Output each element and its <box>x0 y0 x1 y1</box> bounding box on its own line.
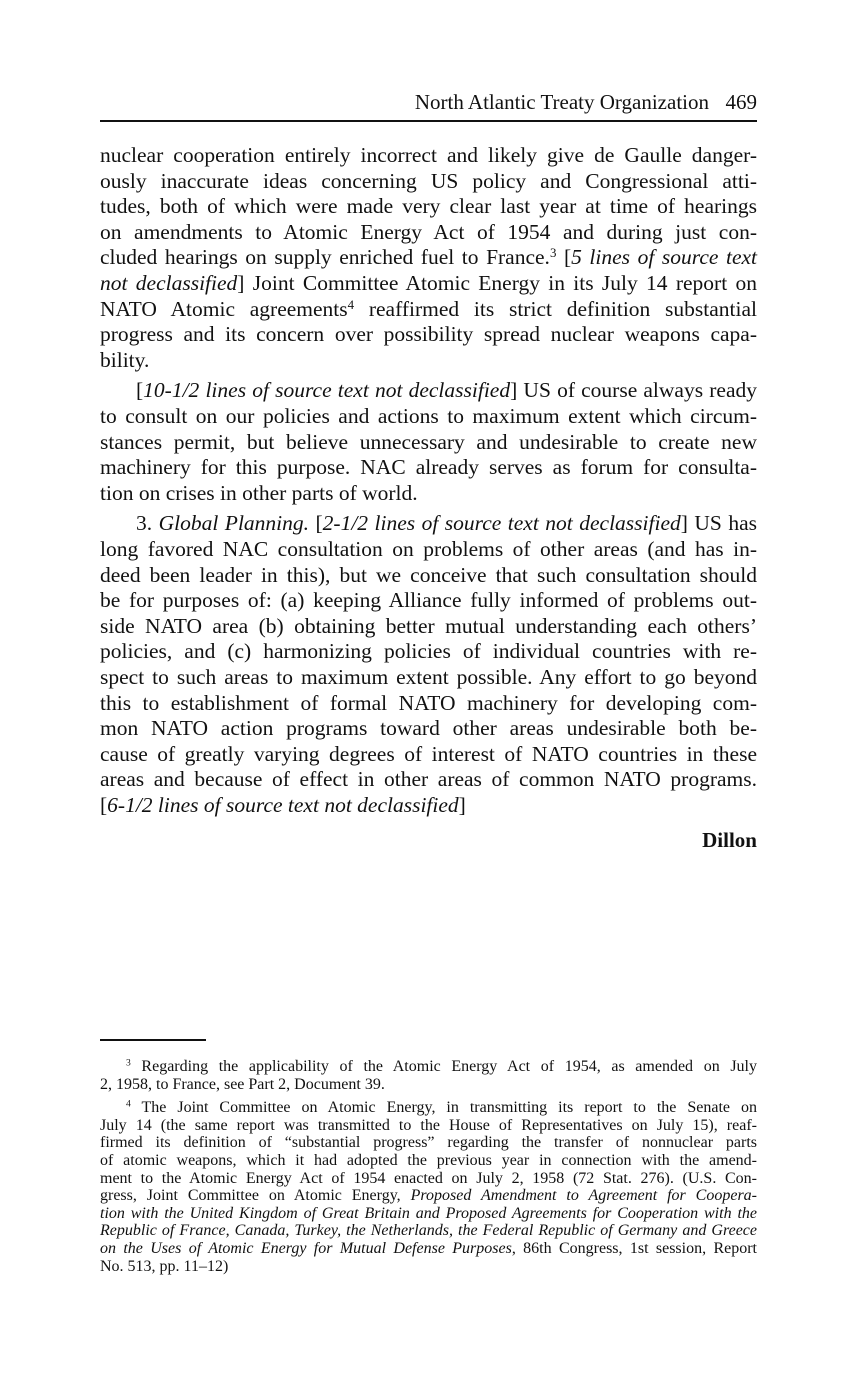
paragraph-3-line <box>100 638 757 664</box>
paragraph-1-line <box>100 244 757 270</box>
paragraph-2-line <box>100 403 757 429</box>
text-segment: this to establishment of formal NATO machinery for developing com- <box>100 690 757 715</box>
paragraph-1-line <box>100 193 757 219</box>
paragraph-1-line <box>100 168 757 194</box>
text-segment: cause of greatly varying degrees of interest of NATO countries in these <box>100 741 757 766</box>
text-segment: [ <box>556 245 572 270</box>
footnote-ref: 3 <box>549 246 557 261</box>
paragraph-2-line <box>136 377 757 403</box>
text-segment: gress, Joint Committee on Atomic Energy, <box>100 1187 411 1205</box>
italic-text: 6-1/2 lines of source text not declassified <box>107 793 459 817</box>
footnote-4-line <box>100 1117 757 1135</box>
text-segment: July 14 (the same report was transmitted to the House of Representatives on July 15), reaf- <box>100 1116 757 1134</box>
paragraph-2-line <box>100 454 757 480</box>
text-segment: side NATO area (b) obtaining better mutual understanding each others’ <box>100 613 757 638</box>
text-segment: cluded hearings on supply enriched fuel to France. <box>100 245 550 270</box>
footnote-ref: 4 <box>347 297 355 312</box>
text-segment: machinery for this purpose. NAC already serves as forum for consulta- <box>100 455 757 480</box>
paragraph-3-line <box>100 741 757 767</box>
paragraph-1-line <box>100 296 757 322</box>
paragraph-1-line <box>100 219 757 245</box>
text-segment: on amendments to Atomic Energy Act of 1954 and during just con- <box>100 219 757 244</box>
paragraph-3-line <box>100 613 757 639</box>
text-segment: [ <box>309 511 323 536</box>
text-segment: No. 513, pp. 11–12) <box>100 1257 229 1275</box>
footnote-3-line <box>100 1076 757 1094</box>
text-segment: ] Joint Committee Atomic Energy in its July 14 report on <box>237 271 757 295</box>
text-segment: ] US of course always ready <box>510 378 757 403</box>
paragraph-3-line <box>100 587 757 613</box>
text-segment: NATO Atomic agreements <box>100 296 348 321</box>
italic-text: Republic of France, Canada, Turkey, the Netherlands, the Federal Republic of Germany and Greece <box>100 1222 757 1240</box>
text-segment: progress and its concern over possibility spread nuclear weapons capa- <box>100 322 757 347</box>
footnote-4-line <box>100 1240 757 1258</box>
paragraph-3-line <box>100 715 757 741</box>
paragraph-1-line <box>100 347 757 373</box>
footnote-ref: 4 <box>126 1098 131 1110</box>
footnote-4-line <box>100 1205 757 1223</box>
footnote-4-line <box>100 1258 757 1276</box>
paragraph-3-line <box>100 562 757 588</box>
text-segment: of atomic weapons, which it had adopted the previous year in connection with the amend- <box>100 1152 757 1169</box>
text-segment: ment to the Atomic Energy Act of 1954 enacted on July 2, 1958 (72 Stat. 276). (U.S. Con- <box>100 1169 757 1187</box>
text-segment: , 86th Congress, 1st session, Report <box>511 1240 757 1257</box>
footnote-4-line <box>100 1134 757 1152</box>
text-segment: bility. <box>100 347 150 372</box>
running-title: North Atlantic Treaty Organization <box>414 90 709 114</box>
text-segment: tudes, both of which were made very clear last year at time of hearings <box>100 194 757 219</box>
footnote-4-line <box>126 1099 757 1117</box>
italic-text: Global Planning. <box>158 511 310 536</box>
paragraph-3-line <box>136 510 757 536</box>
page-number: 469 <box>725 90 757 114</box>
footnote-divider <box>100 1039 206 1041</box>
text-segment: ] <box>458 793 466 817</box>
text-segment: stances permit, but believe unnecessary and undesirable to create new <box>100 429 757 454</box>
text-segment: nuclear cooperation entirely incorrect and likely give de Gaulle danger- <box>100 143 757 167</box>
text-segment: 3. <box>136 511 159 536</box>
signature: Dillon <box>702 828 757 852</box>
text-segment: long favored NAC consultation on problems of other areas (and has in- <box>100 537 757 561</box>
text-segment: ] US has <box>680 511 757 536</box>
text-segment: ously inaccurate ideas concerning US policy and Congressional atti- <box>100 168 757 193</box>
footnote-4-line <box>100 1222 757 1240</box>
paragraph-2-line <box>100 429 757 455</box>
italic-text: 2-1/2 lines of source text not declassified <box>322 511 681 536</box>
footnote-4-line <box>100 1187 757 1205</box>
italic-text: tion with the United Kingdom of Great Britain and Proposed Agreements for Cooperation with the <box>100 1204 757 1222</box>
text-segment: deed been leader in this), but we conceive that such consultation should <box>100 562 757 587</box>
text-segment: tion on crises in other parts of world. <box>100 480 418 505</box>
italic-text: Proposed Amendment to Agreement for Coopera- <box>410 1187 757 1205</box>
text-segment: areas and because of effect in other areas of common NATO programs. <box>100 767 757 792</box>
paragraph-1-line <box>100 270 757 296</box>
italic-text: 5 lines of source text <box>571 245 757 270</box>
paragraph-3-line <box>100 792 757 818</box>
text-segment: reaffirmed its strict definition substantial <box>354 296 758 321</box>
footnote-3-line <box>126 1058 757 1076</box>
paragraph-3-line <box>100 536 757 562</box>
text-segment: 2, 1958, to France, see Part 2, Document 39. <box>100 1075 385 1093</box>
paragraph-1-line <box>100 321 757 347</box>
paragraph-1-line <box>100 142 757 168</box>
text-segment: [ <box>136 378 144 403</box>
text-segment: mon NATO action programs toward other areas undesirable both be- <box>100 716 757 741</box>
text-segment: policies, and (c) harmonizing policies of individual countries with re- <box>100 639 757 664</box>
italic-text: 10-1/2 lines of source text not declassified <box>143 378 511 403</box>
text-segment: to consult on our policies and actions to maximum extent which circum- <box>100 404 757 428</box>
footnote-ref: 3 <box>126 1057 131 1069</box>
paragraph-2-line <box>100 480 757 506</box>
paragraph-3-line <box>100 690 757 716</box>
footnote-4-line <box>100 1170 757 1188</box>
paragraph-3-line <box>100 766 757 792</box>
italic-text: not declassified <box>100 271 238 295</box>
paragraph-3-line <box>100 664 757 690</box>
footnote-4-line <box>100 1152 757 1170</box>
italic-text: on the Uses of Atomic Energy for Mutual Defense Purposes <box>100 1240 512 1257</box>
text-segment: [ <box>100 793 108 817</box>
running-header <box>100 90 757 122</box>
text-segment: firmed its definition of “substantial progress” regarding the transfer of nonnuclear parts <box>100 1134 757 1152</box>
text-segment: spect to such areas to maximum extent possible. Any effort to go beyond <box>100 665 757 689</box>
text-segment: be for purposes of: (a) keeping Alliance fully informed of problems out- <box>100 588 757 613</box>
text-segment: Regarding the applicability of the Atomic Energy Act of 1954, as amended on July <box>130 1058 757 1075</box>
text-segment: The Joint Committee on Atomic Energy, in transmitting its report to the Senate on <box>130 1099 757 1117</box>
